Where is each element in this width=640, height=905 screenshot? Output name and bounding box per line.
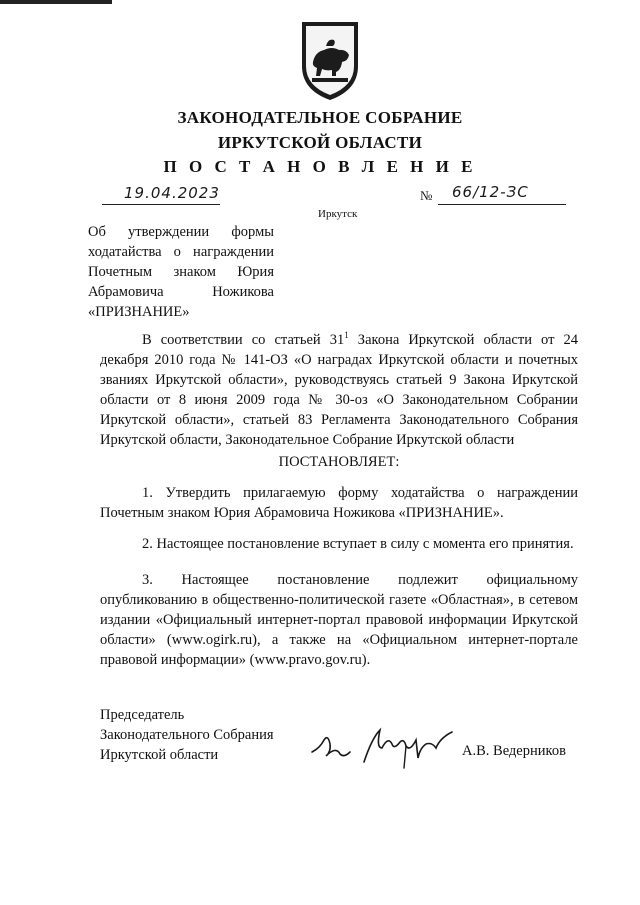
number-underline xyxy=(438,204,566,205)
decision-item-3: 3. Настоящее постановление подлежит официальному опубликованию в общественно-политической газете «Областная», в сетевом издании «Официальный интернет-портал правовой информации Иркутской области» (www.ogirk.ru), а также на «Официальном интернет-портале правовой информации» (www.pravo.gov.ru). xyxy=(100,572,578,668)
signatory-title-line1: Председатель xyxy=(100,707,185,723)
preamble-superscript: 1 xyxy=(344,330,349,340)
document-type: П О С Т А Н О В Л Е Н И Е xyxy=(163,157,477,176)
handwritten-signature xyxy=(306,718,462,770)
signatory-title-line2: Законодательного Собрания xyxy=(100,727,274,743)
signatory-title-line3: Иркутской области xyxy=(100,747,219,763)
document-subject: Об утверждении формы ходатайства о награждении Почетным знаком Юрия Абрамовича Ножикова «ПРИЗНАНИЕ» xyxy=(88,224,274,320)
preamble-text-start: В соответствии со статьей 31 xyxy=(142,331,345,348)
decides-heading: ПОСТАНОВЛЯЕТ: xyxy=(278,454,400,470)
org-name-line2: ИРКУТСКОЙ ОБЛАСТИ xyxy=(217,133,423,152)
org-name-line1: ЗАКОНОДАТЕЛЬНОЕ СОБРАНИЕ xyxy=(177,108,463,127)
preamble-paragraph xyxy=(100,325,578,450)
decision-item-2: 2. Настоящее постановление вступает в силу с момента его принятия. xyxy=(142,536,574,552)
signatory-title xyxy=(100,705,274,765)
preamble-text-rest: Закона Иркутской области от 24 декабря 2010 года № 141-ОЗ «О наградах Иркутской области и почетных званиях Иркутской области», руководствуясь статьей 9 Закона Иркутской области от 8 июня 2009 года № 30-оз «О Законодательном Собрании Иркутской области», статьей 83 Регламента Законодательного Собрания Иркутской области, Законодательное Собрание Иркутской области xyxy=(100,331,578,448)
top-edge-rule xyxy=(0,0,112,4)
handwritten-number: 66/12-ЗС xyxy=(452,183,529,201)
date-underline xyxy=(102,204,220,205)
decision-item-1: 1. Утвердить прилагаемую форму ходатайства о награждении Почетным знаком Юрия Абрамовича Ножикова «ПРИЗНАНИЕ». xyxy=(100,485,578,521)
coat-of-arms-icon xyxy=(298,16,362,102)
handwritten-date: 19.04.2023 xyxy=(124,184,220,202)
signatory-name: А.В. Ведерников xyxy=(462,743,566,759)
number-sign: № xyxy=(420,188,433,203)
city-label: Иркутск xyxy=(318,208,358,220)
